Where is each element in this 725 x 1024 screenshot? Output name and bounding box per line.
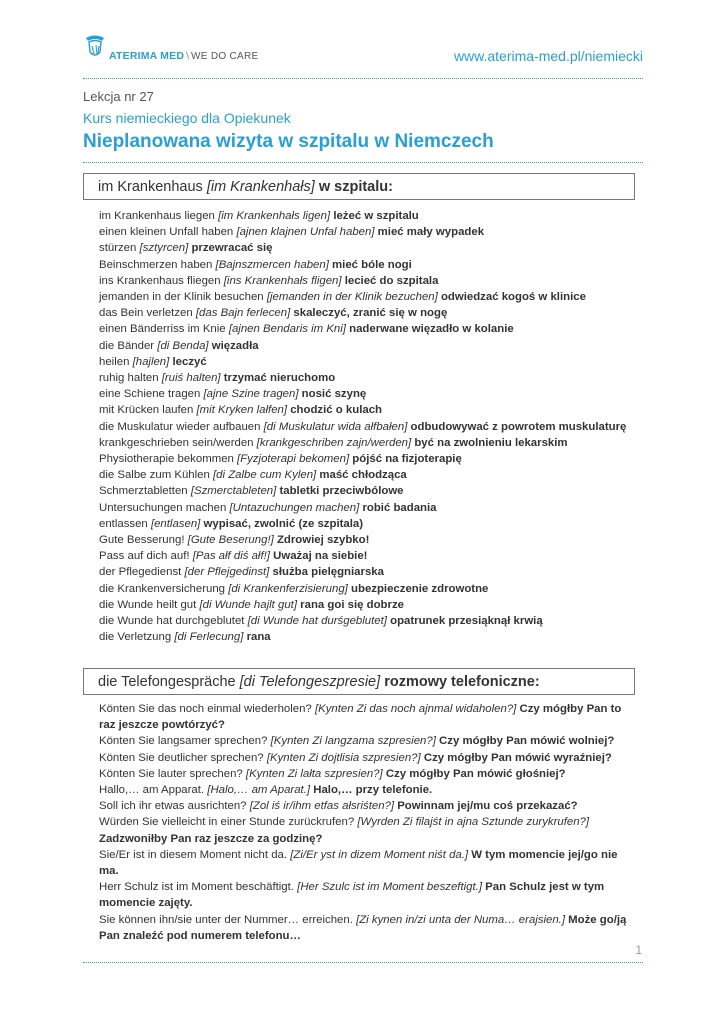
pronunciation: [im Krankenhałs ligen] bbox=[218, 210, 331, 222]
german-text: Soll ich ihr etwas ausrichten? bbox=[99, 800, 247, 813]
pronunciation: [di Zalbe cum Kylen] bbox=[213, 469, 317, 482]
list-item bbox=[99, 597, 639, 613]
logo-separator: \ bbox=[186, 50, 190, 62]
pronunciation: [ins Krankenhałs fligen] bbox=[223, 274, 342, 287]
company-logo bbox=[83, 34, 259, 60]
german-text: Schmerztabletten bbox=[99, 485, 188, 498]
list-item bbox=[99, 289, 639, 305]
section-heading-pl: rozmowy telefoniczne: bbox=[384, 674, 540, 690]
german-text: heilen bbox=[99, 355, 130, 368]
polish-translation: trzymać nieruchomo bbox=[223, 372, 336, 385]
section-heading-de: die Telefongespräche bbox=[98, 674, 236, 690]
polish-translation: Powinnam jej/mu coś przekazać? bbox=[397, 800, 578, 813]
pronunciation: [Wyrden Zi filajśt in ajna Sztunde zurykrufen?] bbox=[357, 816, 590, 829]
list-item bbox=[99, 240, 639, 256]
logo-name: ATERIMA MED bbox=[109, 50, 185, 62]
polish-translation: pójść na fizjoterapię bbox=[352, 453, 462, 466]
header-divider bbox=[83, 78, 643, 79]
polish-translation: skaleczyć, zranić się w nogę bbox=[293, 307, 448, 320]
list-item bbox=[99, 564, 639, 580]
german-text: die Bänder bbox=[99, 339, 155, 352]
list-item bbox=[99, 257, 639, 273]
german-text: ins Krankenhaus fliegen bbox=[99, 274, 221, 287]
pronunciation: [Fyzjoterapi bekomen] bbox=[237, 453, 350, 466]
german-text: krankgeschrieben sein/werden bbox=[99, 436, 254, 449]
polish-translation: leczyć bbox=[172, 355, 207, 368]
list-item bbox=[99, 500, 639, 516]
list-item bbox=[99, 419, 639, 435]
polish-translation: Pan Schulz jest w tym momencie zajęty. bbox=[99, 881, 605, 910]
polish-translation: lecieć do szpitala bbox=[344, 274, 439, 287]
polish-translation: ubezpieczenie zdrowotne bbox=[351, 582, 489, 595]
logo-icon bbox=[83, 34, 107, 60]
pronunciation: [di Wunde hat durśgeblutet] bbox=[247, 615, 387, 628]
german-text: die Wunde hat durchgeblutet bbox=[99, 615, 245, 628]
polish-translation: Czy mógłby Pan mówić wyraźniej? bbox=[423, 751, 612, 764]
pronunciation: [Untazuchungen machen] bbox=[229, 501, 360, 514]
polish-translation: maść chłodząca bbox=[319, 469, 407, 482]
pronunciation: [Szmerctableten] bbox=[190, 485, 277, 498]
german-text: Herr Schulz ist im Moment beschäftigt. bbox=[99, 881, 294, 894]
german-text: Sie können ihn/sie unter der Nummer… erreichen. bbox=[99, 913, 353, 926]
german-text: Beinschmerzen haben bbox=[99, 258, 213, 271]
german-text: Untersuchungen machen bbox=[99, 501, 227, 514]
course-name: Kurs niemieckiego dla Opiekunek bbox=[83, 110, 291, 126]
pronunciation: [Bajnszmercen haben] bbox=[215, 258, 329, 271]
pronunciation: [krankgeschriben zajn/werden] bbox=[256, 436, 412, 449]
polish-translation: mieć mały wypadek bbox=[377, 226, 485, 239]
pronunciation: [Her Szulc ist im Moment beszeftigt.] bbox=[297, 881, 482, 894]
polish-translation: odwiedzać kogoś w klinice bbox=[440, 291, 586, 304]
pronunciation: [Gute Beserung!] bbox=[187, 534, 274, 547]
pronunciation: [Kynten Zi lałta szpresien?] bbox=[245, 767, 383, 780]
polish-translation: więzadła bbox=[211, 339, 259, 352]
list-item bbox=[99, 483, 639, 499]
list-item bbox=[99, 879, 639, 911]
german-text: die Salbe zum Kühlen bbox=[99, 469, 210, 482]
german-text: Könten Sie deutlicher sprechen? bbox=[99, 751, 264, 764]
german-text: ruhig halten bbox=[99, 372, 159, 385]
german-text: eine Schiene tragen bbox=[99, 388, 201, 401]
german-text: Sie/Er ist in diesem Moment nicht da. bbox=[99, 848, 288, 861]
polish-translation: W tym momencie jej/go nie ma. bbox=[99, 848, 618, 878]
pronunciation: [di Ferlecung] bbox=[174, 631, 244, 644]
pronunciation: [Zi kynen in/zi unta der Numa… erajsien.] bbox=[356, 913, 565, 926]
pronunciation: [Kynten Zi das noch ajnmal widaholen?] bbox=[314, 703, 517, 715]
polish-translation: rana goi się dobrze bbox=[300, 598, 404, 611]
german-text: Würden Sie vielleicht in einer Stunde zurückrufen? bbox=[99, 816, 355, 829]
section-heading-hospital bbox=[83, 173, 635, 200]
polish-translation: Zadzwoniłby Pan raz jeszcze za godzinę? bbox=[99, 832, 323, 845]
pronunciation: [Zol iś ir/ihm etfas ałsriśten?] bbox=[249, 800, 395, 813]
pronunciation: [ajnen Bendaris im Kni] bbox=[228, 323, 346, 336]
german-text: im Krankenhaus liegen bbox=[99, 210, 215, 222]
polish-translation: Halo,… przy telefonie. bbox=[313, 784, 433, 797]
german-text: die Wunde heilt gut bbox=[99, 598, 197, 611]
german-text: einen Bänderriss im Knie bbox=[99, 323, 226, 336]
list-item bbox=[99, 613, 639, 629]
polish-translation: tabletki przeciwbólowe bbox=[279, 485, 404, 498]
list-item bbox=[99, 532, 639, 548]
german-text: das Bein verletzen bbox=[99, 307, 193, 320]
german-text: Gute Besserung! bbox=[99, 534, 185, 547]
list-item bbox=[99, 305, 639, 321]
polish-translation: Czy mógłby Pan to raz jeszcze powtórzyć? bbox=[99, 703, 622, 732]
german-text: Physiotherapie bekommen bbox=[99, 453, 234, 466]
polish-translation: odbudowywać z powrotem muskulaturę bbox=[410, 420, 627, 433]
list-item bbox=[99, 516, 639, 532]
german-text: Hallo,… am Apparat. bbox=[99, 784, 205, 797]
german-text: einen kleinen Unfall haben bbox=[99, 226, 234, 239]
pronunciation: [ajne Szine tragen] bbox=[203, 388, 299, 401]
list-item bbox=[99, 402, 639, 418]
section-heading-pl: w szpitalu: bbox=[318, 179, 393, 195]
page-title: Nieplanowana wizyta w szpitalu w Niemczech bbox=[83, 131, 494, 152]
title-divider bbox=[83, 162, 643, 163]
lesson-number: Lekcja nr 27 bbox=[83, 89, 154, 104]
pronunciation: [ajnen klajnen Unfal haben] bbox=[236, 226, 375, 239]
page-header bbox=[83, 34, 643, 74]
german-text: Könten Sie langsamer sprechen? bbox=[99, 735, 268, 748]
polish-translation: Czy mógłby Pan mówić wolniej? bbox=[439, 735, 615, 748]
phrase-list bbox=[99, 701, 639, 944]
polish-translation: Zdrowiej szybko! bbox=[276, 534, 370, 547]
footer-divider bbox=[83, 962, 643, 963]
german-text: der Pflegedienst bbox=[99, 566, 182, 579]
polish-translation: rana bbox=[246, 631, 271, 644]
list-item bbox=[99, 354, 639, 370]
logo-tagline: WE DO CARE bbox=[191, 50, 259, 62]
polish-translation: opatrunek przesiąknął krwią bbox=[390, 615, 543, 628]
pronunciation: [der Pflejgedinst] bbox=[184, 566, 270, 579]
german-text: die Verletzung bbox=[99, 631, 172, 644]
polish-translation: Może go/ją Pan znaleźć pod numerem telefonu… bbox=[99, 913, 627, 942]
german-text: Könten Sie lauter sprechen? bbox=[99, 767, 243, 780]
german-text: die Krankenversicherung bbox=[99, 582, 226, 595]
list-item bbox=[99, 273, 639, 289]
pronunciation: [entlasen] bbox=[150, 517, 201, 530]
list-item bbox=[99, 847, 639, 879]
polish-translation: mieć bóle nogi bbox=[332, 258, 412, 271]
list-item bbox=[99, 701, 639, 733]
polish-translation: robić badania bbox=[362, 501, 437, 514]
list-item bbox=[99, 370, 639, 386]
pronunciation: [Halo,… am Aparat.] bbox=[207, 784, 311, 797]
pronunciation: [di Wunde hajlt gut] bbox=[199, 598, 297, 611]
german-text: entlassen bbox=[99, 517, 148, 530]
polish-translation: Uważaj na siebie! bbox=[273, 550, 368, 563]
list-item bbox=[99, 798, 639, 814]
list-item bbox=[99, 629, 639, 645]
pronunciation: [Kynten Zi langzama szpresien?] bbox=[270, 735, 436, 748]
pronunciation: [Pas ałf diś ałf!] bbox=[192, 550, 270, 563]
section-heading-phone bbox=[83, 668, 635, 695]
pronunciation: [ruiś halten] bbox=[161, 372, 221, 385]
pronunciation: [jemanden in der Klinik bezuchen] bbox=[266, 291, 438, 304]
german-text: Könten Sie das noch einmal wiederholen? bbox=[99, 703, 312, 715]
polish-translation: chodzić o kulach bbox=[290, 404, 382, 417]
list-item bbox=[99, 435, 639, 451]
pronunciation: [Zi/Er yst in dizem Moment niśt da.] bbox=[290, 848, 469, 861]
pronunciation: [mit Kryken lałfen] bbox=[196, 404, 288, 417]
pronunciation: [di Benda] bbox=[157, 339, 209, 352]
german-text: stürzen bbox=[99, 242, 137, 255]
pronunciation: [di Muskulatur wida ałfbałen] bbox=[263, 420, 408, 433]
list-item bbox=[99, 581, 639, 597]
page-number: 1 bbox=[635, 943, 642, 957]
polish-translation: służba pielęgniarska bbox=[272, 566, 384, 579]
section-heading-de: im Krankenhaus bbox=[98, 179, 203, 195]
german-text: Pass auf dich auf! bbox=[99, 550, 190, 563]
list-item bbox=[99, 208, 639, 224]
list-item bbox=[99, 321, 639, 337]
pronunciation: [sztyrcen] bbox=[139, 242, 189, 255]
list-item bbox=[99, 386, 639, 402]
pronunciation: [Kynten Zi dojtlisia szpresien?] bbox=[266, 751, 421, 764]
list-item bbox=[99, 814, 639, 846]
pronunciation: [das Bajn ferlecen] bbox=[195, 307, 291, 320]
list-item bbox=[99, 467, 639, 483]
list-item bbox=[99, 750, 639, 766]
german-text: jemanden in der Klinik besuchen bbox=[99, 291, 264, 304]
polish-translation: Czy mógłby Pan mówić głośniej? bbox=[385, 767, 566, 780]
website-link[interactable]: www.aterima-med.pl/niemiecki bbox=[453, 48, 643, 64]
polish-translation: leżeć w szpitalu bbox=[333, 210, 419, 222]
polish-translation: być na zwolnieniu lekarskim bbox=[414, 436, 568, 449]
section-heading-pron: [im Krankenhałs] bbox=[206, 179, 315, 195]
list-item bbox=[99, 548, 639, 564]
pronunciation: [hajlen] bbox=[132, 355, 170, 368]
german-text: die Muskulatur wieder aufbauen bbox=[99, 420, 261, 433]
german-text: mit Krücken laufen bbox=[99, 404, 194, 417]
list-item bbox=[99, 224, 639, 240]
polish-translation: przewracać się bbox=[191, 242, 273, 255]
list-item bbox=[99, 782, 639, 798]
polish-translation: naderwane więzadło w kolanie bbox=[349, 323, 514, 336]
list-item bbox=[99, 733, 639, 749]
list-item bbox=[99, 912, 639, 944]
vocab-list bbox=[99, 208, 639, 645]
list-item bbox=[99, 766, 639, 782]
list-item bbox=[99, 451, 639, 467]
list-item bbox=[99, 338, 639, 354]
section-heading-pron: [di Telefongeszpresie] bbox=[239, 674, 381, 690]
polish-translation: nosić szynę bbox=[301, 388, 367, 401]
polish-translation: wypisać, zwolnić (ze szpitala) bbox=[203, 517, 364, 530]
pronunciation: [di Krankenferzisierung] bbox=[228, 582, 348, 595]
